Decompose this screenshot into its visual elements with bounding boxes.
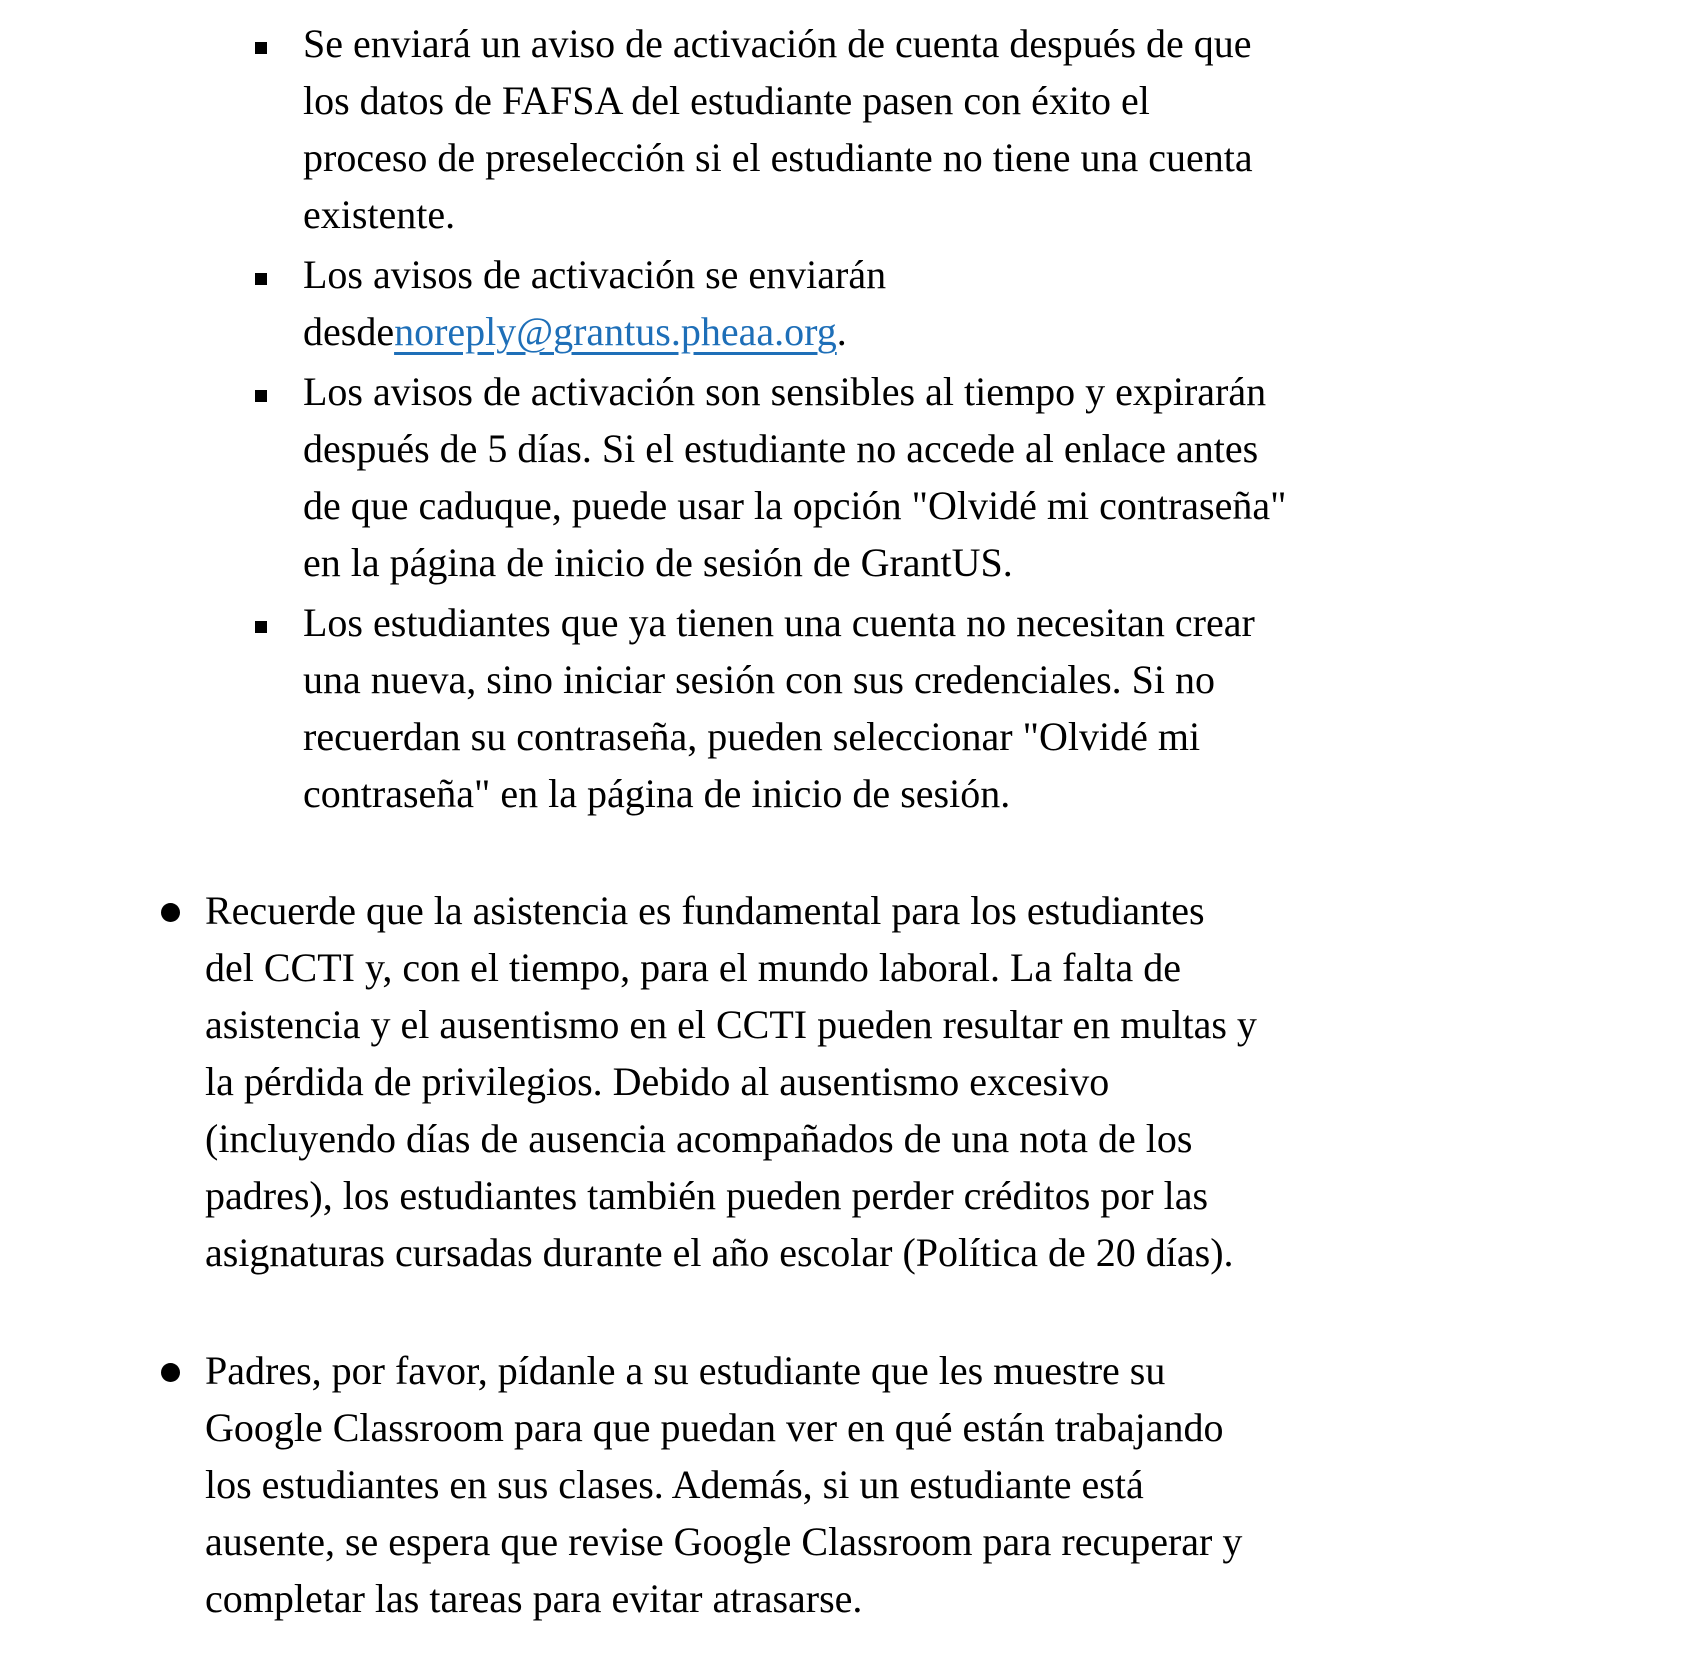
round-bullet-icon: [161, 903, 180, 922]
text-line: proceso de preselección si el estudiante no tiene una cuenta: [303, 135, 1253, 180]
text-line: asignaturas cursadas durante el año escolar (Política de 20 días).: [205, 1230, 1234, 1275]
text-line: después de 5 días. Si el estudiante no accede al enlace antes: [303, 426, 1259, 471]
list-item: [0, 882, 1700, 1281]
text-line: Los avisos de activación se enviarán: [303, 252, 887, 297]
list-item-text: [303, 246, 886, 360]
list-item-text: [205, 1342, 1242, 1627]
list-item: [0, 363, 1700, 591]
text-line: los datos de FAFSA del estudiante pasen con éxito el: [303, 78, 1150, 123]
text-line: contraseña" en la página de inicio de sesión.: [303, 771, 1011, 816]
text-line: Los estudiantes que ya tienen una cuenta no necesitan crear: [303, 600, 1255, 645]
text-line: Google Classroom para que puedan ver en qué están trabajando: [205, 1405, 1224, 1450]
list-item: [0, 594, 1700, 822]
text-line: Recuerde que la asistencia es fundamental para los estudiantes: [205, 888, 1205, 933]
list-item-text: [303, 594, 1255, 822]
list-item-text: [205, 882, 1257, 1281]
square-bullet-icon: [255, 273, 267, 285]
list-item: [0, 246, 1700, 360]
text-line: recuerdan su contraseña, pueden seleccionar "Olvidé mi: [303, 714, 1201, 759]
list-item-text: [303, 363, 1286, 591]
text-line: Se enviará un aviso de activación de cuenta después de que: [303, 21, 1252, 66]
list-item: [0, 15, 1700, 243]
link-suffix-text: .: [836, 309, 847, 354]
text-line: Padres, por favor, pídanle a su estudiante que les muestre su: [205, 1348, 1166, 1393]
email-link[interactable]: noreply@grantus.pheaa.org: [394, 309, 837, 354]
text-line: [303, 303, 886, 360]
text-line: completar las tareas para evitar atrasarse.: [205, 1576, 863, 1621]
square-bullet-icon: [255, 42, 267, 54]
text-line: asistencia y el ausentismo en el CCTI pueden resultar en multas y: [205, 1002, 1257, 1047]
list-item: [0, 1342, 1700, 1627]
text-line: Los avisos de activación son sensibles al tiempo y expirarán: [303, 369, 1267, 414]
text-line: los estudiantes en sus clases. Además, si un estudiante está: [205, 1462, 1144, 1507]
text-line: la pérdida de privilegios. Debido al ausentismo excesivo: [205, 1059, 1110, 1104]
round-bullet-icon: [161, 1363, 180, 1382]
text-line: existente.: [303, 192, 456, 237]
square-bullet-icon: [255, 390, 267, 402]
text-line: de que caduque, puede usar la opción "Olvidé mi contraseña": [303, 483, 1287, 528]
text-line: del CCTI y, con el tiempo, para el mundo laboral. La falta de: [205, 945, 1181, 990]
text-line: (incluyendo días de ausencia acompañados de una nota de los: [205, 1116, 1193, 1161]
link-prefix-text: desde: [303, 309, 395, 354]
list-item-text: [303, 15, 1253, 243]
text-line: en la página de inicio de sesión de GrantUS.: [303, 540, 1013, 585]
square-bullet-icon: [255, 621, 267, 633]
text-line: padres), los estudiantes también pueden perder créditos por las: [205, 1173, 1209, 1218]
text-line: ausente, se espera que revise Google Classroom para recuperar y: [205, 1519, 1243, 1564]
text-line: una nueva, sino iniciar sesión con sus credenciales. Si no: [303, 657, 1215, 702]
